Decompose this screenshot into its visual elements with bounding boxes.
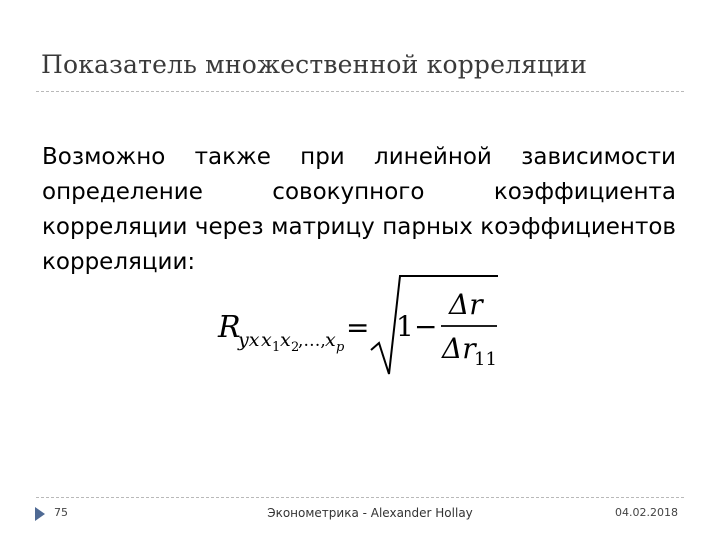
formula-denominator-subscript: 11 xyxy=(474,349,497,370)
formula-subscript-1: 1 xyxy=(272,340,281,355)
body-paragraph: Возможно также при линейной зависимости определение совокупного коэффициента корреляции через матрицу парных коэффициентов корреляции: xyxy=(42,144,676,275)
footer-text: Эконометрика - Alexander Hollay xyxy=(267,506,473,520)
footer-divider xyxy=(36,497,684,498)
slide-number: 75 xyxy=(54,506,68,519)
formula-subscript-x1: x xyxy=(261,329,272,351)
formula-subscript-2: 2 xyxy=(291,340,300,355)
formula-sqrt-radical xyxy=(371,276,498,374)
formula-subscript-x2: x xyxy=(280,329,291,351)
formula-one: 1 xyxy=(396,310,414,343)
formula-denominator: Δr xyxy=(442,332,476,365)
footer-date: 04.02.2018 xyxy=(615,506,678,519)
formula-numerator: Δr xyxy=(449,288,483,321)
formula-R: R xyxy=(218,310,241,345)
formula-equals: = xyxy=(346,311,370,344)
title-divider xyxy=(36,91,684,92)
formula-subscript-yx: yx xyxy=(238,329,260,351)
formula-subscript-p: p xyxy=(336,340,345,355)
formula-subscript-dots: ,…, xyxy=(298,331,326,351)
slide-title: Показатель множественной корреляции xyxy=(41,50,588,79)
formula-minus: − xyxy=(414,310,438,343)
formula-subscript-xp: x xyxy=(325,329,336,351)
